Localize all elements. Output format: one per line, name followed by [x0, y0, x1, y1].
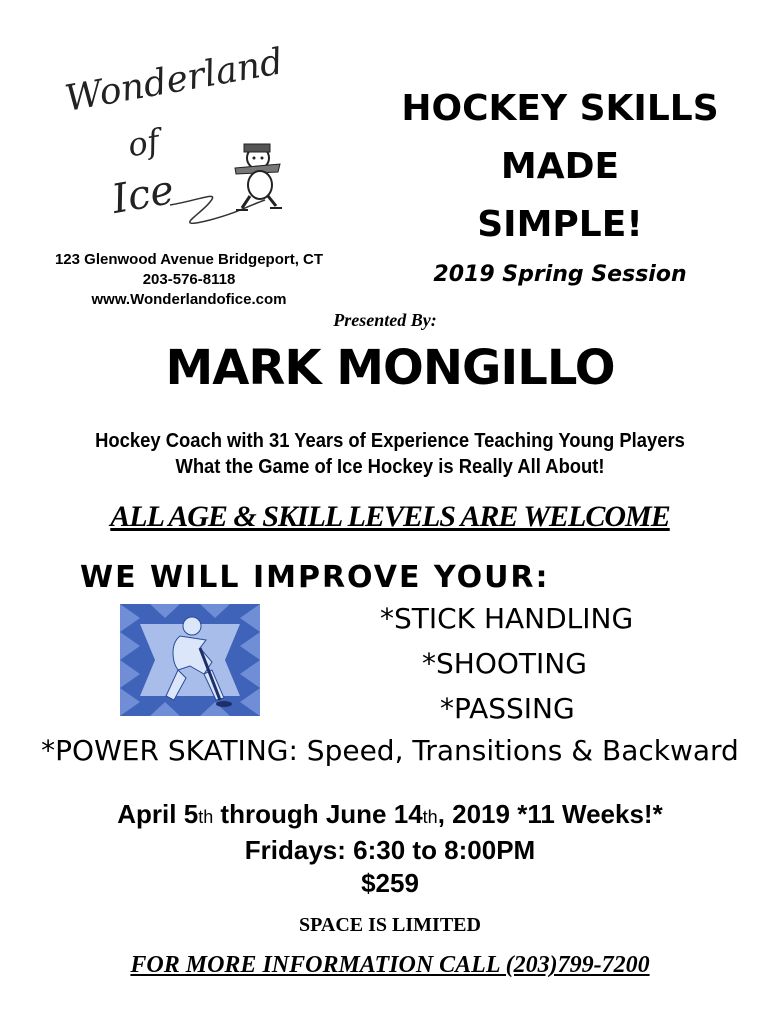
address-phone: 203-576-8118 [142, 271, 236, 288]
schedule-days: Fridays: 6:30 to 8:00PM [244, 835, 536, 865]
logo-word-wonderland: Wonderland [62, 41, 287, 120]
logo-word-of: of [124, 121, 163, 165]
skill-shooting: *SHOOTING [422, 647, 587, 680]
title-line-2: MADE [500, 146, 620, 187]
address-street: 123 Glenwood Avenue Bridgeport, CT [54, 251, 324, 268]
title-line-3: SIMPLE! [477, 204, 643, 245]
skating-bear-icon [50, 40, 290, 250]
skill-passing: *PASSING [440, 692, 575, 725]
space-limited: SPACE IS LIMITED [299, 914, 481, 936]
title-line-1: HOCKEY SKILLS [401, 88, 719, 129]
hockey-player-icon [120, 604, 260, 716]
schedule-dates [0, 798, 770, 834]
wonderland-logo [50, 40, 290, 250]
rink-address [24, 250, 354, 310]
more-info-call: FOR MORE INFORMATION CALL (203)799-7200 [130, 952, 650, 978]
skill-stick-handling: *STICK HANDLING [380, 602, 634, 635]
schedule-block [0, 798, 770, 900]
ordinal-1: th [198, 807, 214, 827]
address-website: www.Wonderlandofice.com [91, 291, 287, 308]
improve-heading: WE WILL IMPROVE YOUR: [80, 560, 550, 595]
session-label: 2019 Spring Session [433, 262, 687, 287]
flyer-title [380, 80, 740, 254]
presenter-name: MARK MONGILLO [165, 340, 615, 396]
schedule-price: $259 [361, 868, 419, 898]
bio-line-2: What the Game of Ice Hockey is Really All About! [175, 456, 605, 478]
year-weeks: , 2019 *11 Weeks!* [437, 799, 663, 829]
end-date: through June 14 [213, 799, 423, 829]
skill-power-skating: *POWER SKATING: Speed, Transitions & Backward [41, 734, 739, 767]
welcome-banner: ALL AGE & SKILL LEVELS ARE WELCOME [110, 500, 670, 533]
ordinal-2: th [422, 807, 438, 827]
presented-by: Presented By: [333, 310, 437, 330]
presenter-bio [31, 428, 749, 480]
logo-word-ice: Ice [108, 166, 178, 224]
start-date: April 5 [117, 799, 199, 829]
bio-line-1: Hockey Coach with 31 Years of Experience Teaching Young Players [95, 430, 685, 452]
